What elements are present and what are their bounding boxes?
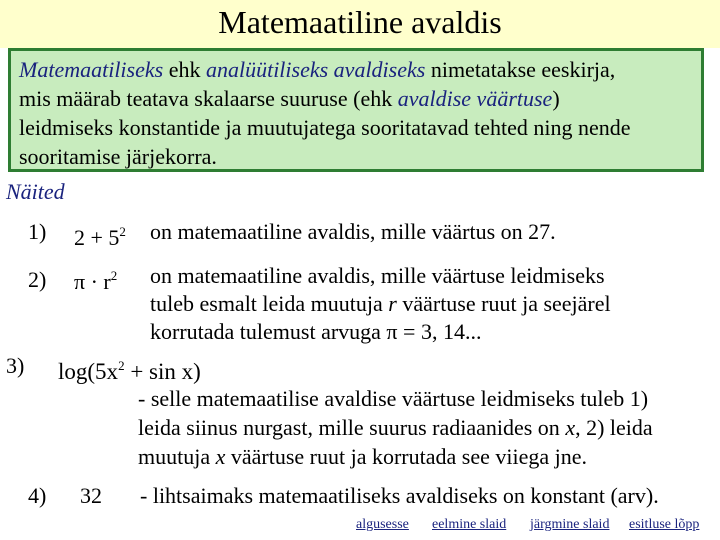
example-3-description xyxy=(138,384,653,471)
example-2-expression xyxy=(74,262,117,296)
nav-next-link[interactable]: järgmine slaid xyxy=(530,517,610,532)
example-3-desc-line: muutuja xyxy=(138,444,216,469)
example-3-expr-exponent: 2 xyxy=(118,358,125,373)
example-3-desc-line: - selle matemaatilise avaldise väärtuse leidmiseks tuleb 1) xyxy=(138,386,649,411)
nav-end-link[interactable]: esitluse lõpp xyxy=(629,517,700,532)
variable-r: r xyxy=(388,291,397,316)
example-2-expr-base: π · r xyxy=(74,269,111,294)
example-2-number: 2) xyxy=(28,267,47,292)
term-analytical: analüütiliseks avaldiseks xyxy=(205,57,426,82)
example-4-expression: 32 xyxy=(80,483,102,508)
example-3-desc-line: väärtuse ruut ja korrutada see viiega jne. xyxy=(225,444,587,469)
variable-x: x xyxy=(215,444,226,469)
example-1-expression xyxy=(74,218,126,252)
example-1-description: on matemaatiline avaldis, mille väärtus on 27. xyxy=(150,219,556,244)
example-3-expression xyxy=(58,352,201,386)
term-expression-value: avaldise väärtuse xyxy=(397,86,553,111)
definition-text: mis määrab teatava skalaarse suuruse (ehk xyxy=(19,86,398,111)
definition-text: sooritamise järjekorra. xyxy=(19,144,217,169)
definition-box xyxy=(8,48,704,172)
example-3-expr-part: log(5x xyxy=(58,359,119,384)
definition-text: nimetatakse eeskirja, xyxy=(425,57,616,82)
definition-text: ) xyxy=(552,86,560,111)
example-1-expr-exponent: 2 xyxy=(119,224,126,239)
example-3-number: 3) xyxy=(6,353,25,378)
example-4-number: 4) xyxy=(28,483,47,508)
nav-prev-link[interactable]: eelmine slaid xyxy=(432,517,507,532)
example-2-desc-line: on matemaatiline avaldis, mille väärtuse leidmiseks xyxy=(150,263,605,288)
example-1-expr-base: 2 + 5 xyxy=(74,225,120,250)
example-2-desc-line: tuleb esmalt leida muutuja xyxy=(150,291,389,316)
example-2-desc-line: korrutada tulemust arvuga π = 3, 14... xyxy=(150,319,482,344)
term-mathematical: Matemaatiliseks xyxy=(19,57,164,82)
definition-text: leidmiseks konstantide ja muutujatega sooritatavad tehted ning nende xyxy=(19,115,631,140)
definition-text: ehk xyxy=(163,57,206,82)
example-1-number: 1) xyxy=(28,219,47,244)
example-3-desc-line: , 2) leida xyxy=(575,415,653,440)
examples-label: Näited xyxy=(6,179,65,204)
example-4-description: - lihtsaimaks matemaatiliseks avaldiseks on konstant (arv). xyxy=(140,483,659,508)
nav-home-link[interactable]: algusesse xyxy=(356,517,409,532)
slide-title: Matemaatiline avaldis xyxy=(218,4,502,40)
example-2-description xyxy=(150,262,611,346)
example-3-expr-part: + sin x) xyxy=(124,359,201,384)
example-3-desc-line: leida siinus nurgast, mille suurus radiaanides on xyxy=(138,415,566,440)
example-2-desc-line: väärtuse ruut ja seejärel xyxy=(396,291,611,316)
variable-x: x xyxy=(565,415,576,440)
example-2-expr-exponent: 2 xyxy=(110,268,118,283)
